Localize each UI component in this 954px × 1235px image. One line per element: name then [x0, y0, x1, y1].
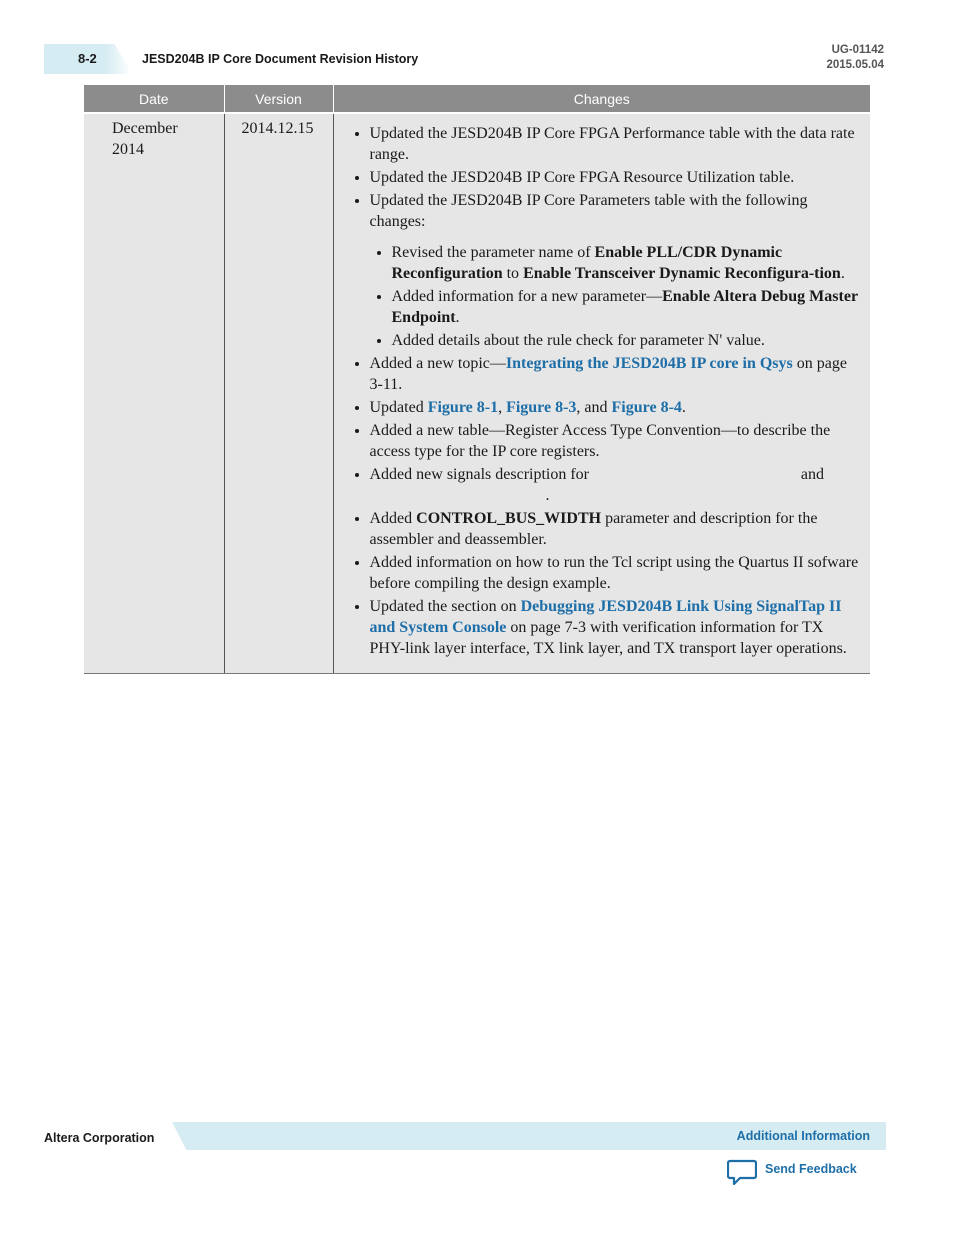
item-text: .: [545, 487, 550, 504]
item-text: .: [681, 399, 686, 416]
revision-history-table: [84, 85, 870, 674]
document-id: [826, 43, 884, 73]
item-text: on page 3-11.: [369, 355, 847, 393]
list-item: [392, 242, 861, 284]
item-text: • Added new signals description for: [369, 466, 590, 483]
param-new-name: Enable Transceiver Dynamic Reconfigura-tion: [523, 265, 841, 282]
list-item: [370, 596, 861, 659]
cell-version: [224, 114, 333, 674]
list-item: [370, 353, 861, 395]
item-text: .: [455, 309, 460, 326]
list-item: • Added details about the rule check for parameter N' value.: [392, 330, 861, 351]
table-header-row: [84, 85, 870, 112]
list-item: • Added information on how to run the Tcl script using the Quartus II sofware before compiling the design example.: [370, 552, 861, 594]
date-year: 2014: [112, 141, 144, 158]
list-item: [392, 286, 861, 328]
table-row: [84, 114, 870, 674]
item-text: parameter and description for the assembler and deassembler.: [369, 510, 818, 548]
column-header-date: Date: [84, 85, 224, 112]
item-text: to: [502, 265, 524, 282]
list-item: • Updated the JESD204B IP Core FPGA Performance table with the data rate range.: [370, 123, 861, 165]
list-item: [370, 508, 861, 550]
list-item: [370, 397, 861, 418]
page-number: 8-2: [78, 51, 97, 66]
doc-date: 2015.05.04: [826, 59, 884, 71]
speech-bubble-icon[interactable]: [727, 1159, 757, 1187]
running-title: JESD204B IP Core Document Revision History: [142, 52, 419, 66]
item-text: Added a new topic—: [369, 355, 506, 372]
link-figure-8-4[interactable]: Figure 8-4: [611, 399, 682, 416]
item-text: Added: [369, 510, 417, 527]
date-month: December: [112, 120, 178, 137]
param-old-name: Enable PLL/CDR Dynamic Reconfiguration: [391, 244, 783, 282]
item-text: on page 7-3 with verification information for TX PHY-link layer interface, TX link layer, and TX transport layer operations.: [369, 619, 847, 657]
item-text: .: [840, 265, 845, 282]
param-name: Enable Altera Debug Master Endpoint: [391, 288, 858, 326]
additional-information-link[interactable]: Additional Information: [736, 1129, 870, 1143]
column-header-version: Version: [224, 85, 333, 112]
link-figure-8-1[interactable]: Figure 8-1: [427, 399, 499, 416]
item-text: Added information for a new parameter—: [391, 288, 663, 305]
link-figure-8-3[interactable]: Figure 8-3: [506, 399, 577, 416]
version-number: 2014.12.15: [241, 120, 314, 137]
list-item: • Added a new table—Register Access Type Convention—to describe the access type for the IP core registers.: [370, 420, 861, 462]
link-debugging-signaltap[interactable]: Debugging JESD204B Link Using SignalTap II and System Console: [369, 598, 842, 636]
list-item: [370, 464, 861, 506]
item-text: and: [800, 466, 824, 483]
send-feedback-link[interactable]: Send Feedback: [765, 1162, 857, 1176]
item-text: ,: [498, 399, 507, 416]
company-name: Altera Corporation: [44, 1131, 155, 1145]
item-text: Updated the JESD204B IP Core Parameters table with the following changes:: [369, 192, 808, 230]
item-text: Revised the parameter name of: [391, 244, 595, 261]
list-item: [370, 190, 861, 351]
item-text: Updated the section on: [369, 598, 521, 615]
cell-date: [84, 114, 224, 674]
cell-changes: [333, 114, 870, 674]
list-item: • Updated the JESD204B IP Core FPGA Resource Utilization table.: [370, 167, 861, 188]
link-integrating-qsys[interactable]: Integrating the JESD204B IP core in Qsys: [505, 355, 793, 372]
doc-id: UG-01142: [831, 44, 884, 56]
item-text: , and: [576, 399, 612, 416]
sub-changes-list: [370, 242, 861, 351]
changes-list: [344, 123, 861, 659]
column-header-changes: Changes: [333, 85, 870, 112]
param-name: CONTROL_BUS_WIDTH: [416, 510, 602, 527]
item-text: Updated: [369, 399, 428, 416]
